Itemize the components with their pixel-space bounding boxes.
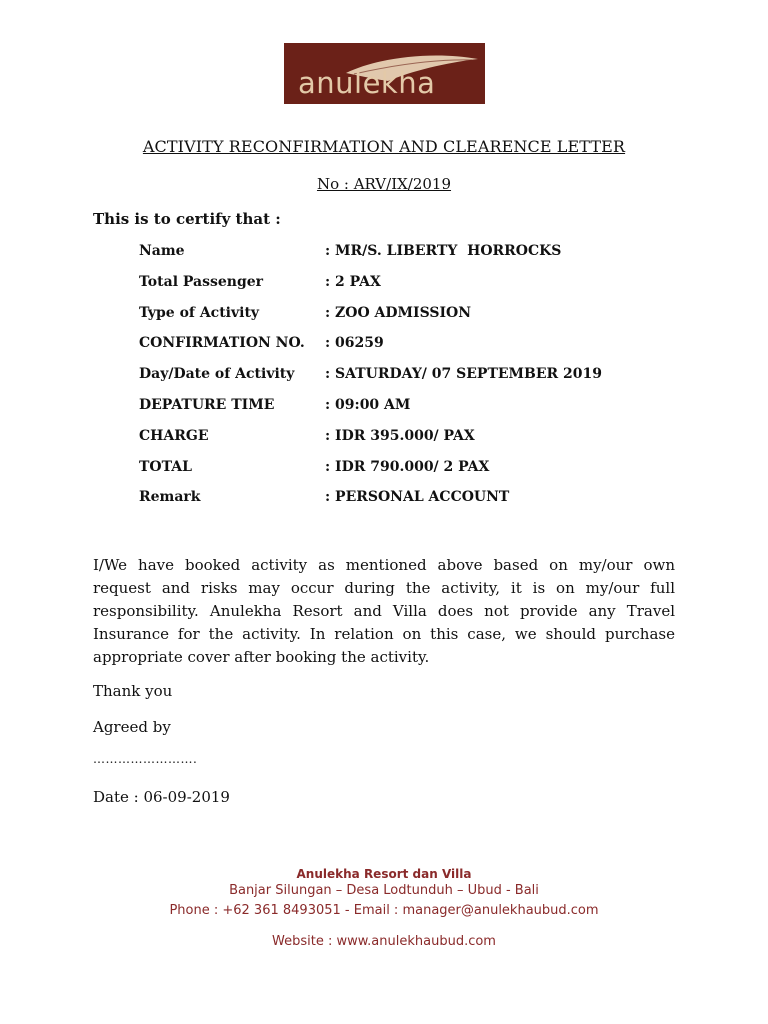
detail-label: Type of Activity xyxy=(139,304,260,321)
detail-row-charge xyxy=(139,428,699,459)
detail-row-name xyxy=(139,243,699,274)
footer-website: Website : www.anulekhaubud.com xyxy=(272,934,496,949)
company-logo xyxy=(284,43,485,104)
detail-row-departure xyxy=(139,397,699,428)
signature-line: ……………………. xyxy=(93,752,198,766)
detail-value: : 09:00 AM xyxy=(325,396,411,413)
detail-value: : 06259 xyxy=(325,335,384,352)
letter-number: No : ARV/IX/2019 xyxy=(316,175,452,193)
detail-value: : ZOO ADMISSION xyxy=(325,304,472,321)
detail-value: : MR/S. LIBERTY HORROCKS xyxy=(325,243,562,259)
detail-row-date xyxy=(139,366,699,397)
detail-label: TOTAL xyxy=(139,458,192,475)
letter-title: ACTIVITY RECONFIRMATION AND CLEARENCE LETTER xyxy=(142,137,626,156)
detail-value: : SATURDAY/ 07 SEPTEMBER 2019 xyxy=(325,366,603,383)
detail-value: : 2 PAX xyxy=(325,273,381,290)
footer-company-name: Anulekha Resort dan Villa xyxy=(296,867,472,881)
detail-label: CHARGE xyxy=(139,427,209,444)
detail-row-confirmation xyxy=(139,335,699,366)
detail-value: : IDR 790.000/ 2 PAX xyxy=(325,458,490,475)
details-list xyxy=(139,243,699,520)
detail-label: Total Passenger xyxy=(139,273,264,290)
footer-contact: Phone : +62 361 8493051 - Email : manager@anulekhaubud.com xyxy=(169,903,599,918)
agreed-by-text: Agreed by xyxy=(93,718,171,736)
detail-value: : IDR 395.000/ PAX xyxy=(325,427,475,444)
detail-label: CONFIRMATION NO. xyxy=(139,335,305,352)
logo-wordmark: anulekha xyxy=(298,66,436,100)
detail-label: Day/Date of Activity xyxy=(139,366,295,383)
detail-label: Name xyxy=(139,243,185,259)
intro-text: This is to certify that : xyxy=(93,210,281,228)
detail-row-remark xyxy=(139,489,699,520)
detail-label: DEPATURE TIME xyxy=(139,396,275,413)
thank-you-text: Thank you xyxy=(93,682,173,700)
footer-address: Banjar Silungan – Desa Lodtunduh – Ubud - Bali xyxy=(229,883,539,898)
detail-label: Remark xyxy=(139,489,201,506)
detail-row-passenger xyxy=(139,274,699,305)
detail-row-total xyxy=(139,459,699,490)
detail-value: : PERSONAL ACCOUNT xyxy=(325,489,510,506)
disclaimer-paragraph: I/We have booked activity as mentioned above based on my/our own request and risks may occur during the activity, it is on my/our full responsibility. Anulekha Resort and Villa does not provide any Travel Insurance for the activity. In relation on this case, we should purchase appropriate cover after booking the activity. xyxy=(93,556,675,666)
detail-row-activity-type xyxy=(139,305,699,336)
letter-date: Date : 06-09-2019 xyxy=(93,788,230,806)
